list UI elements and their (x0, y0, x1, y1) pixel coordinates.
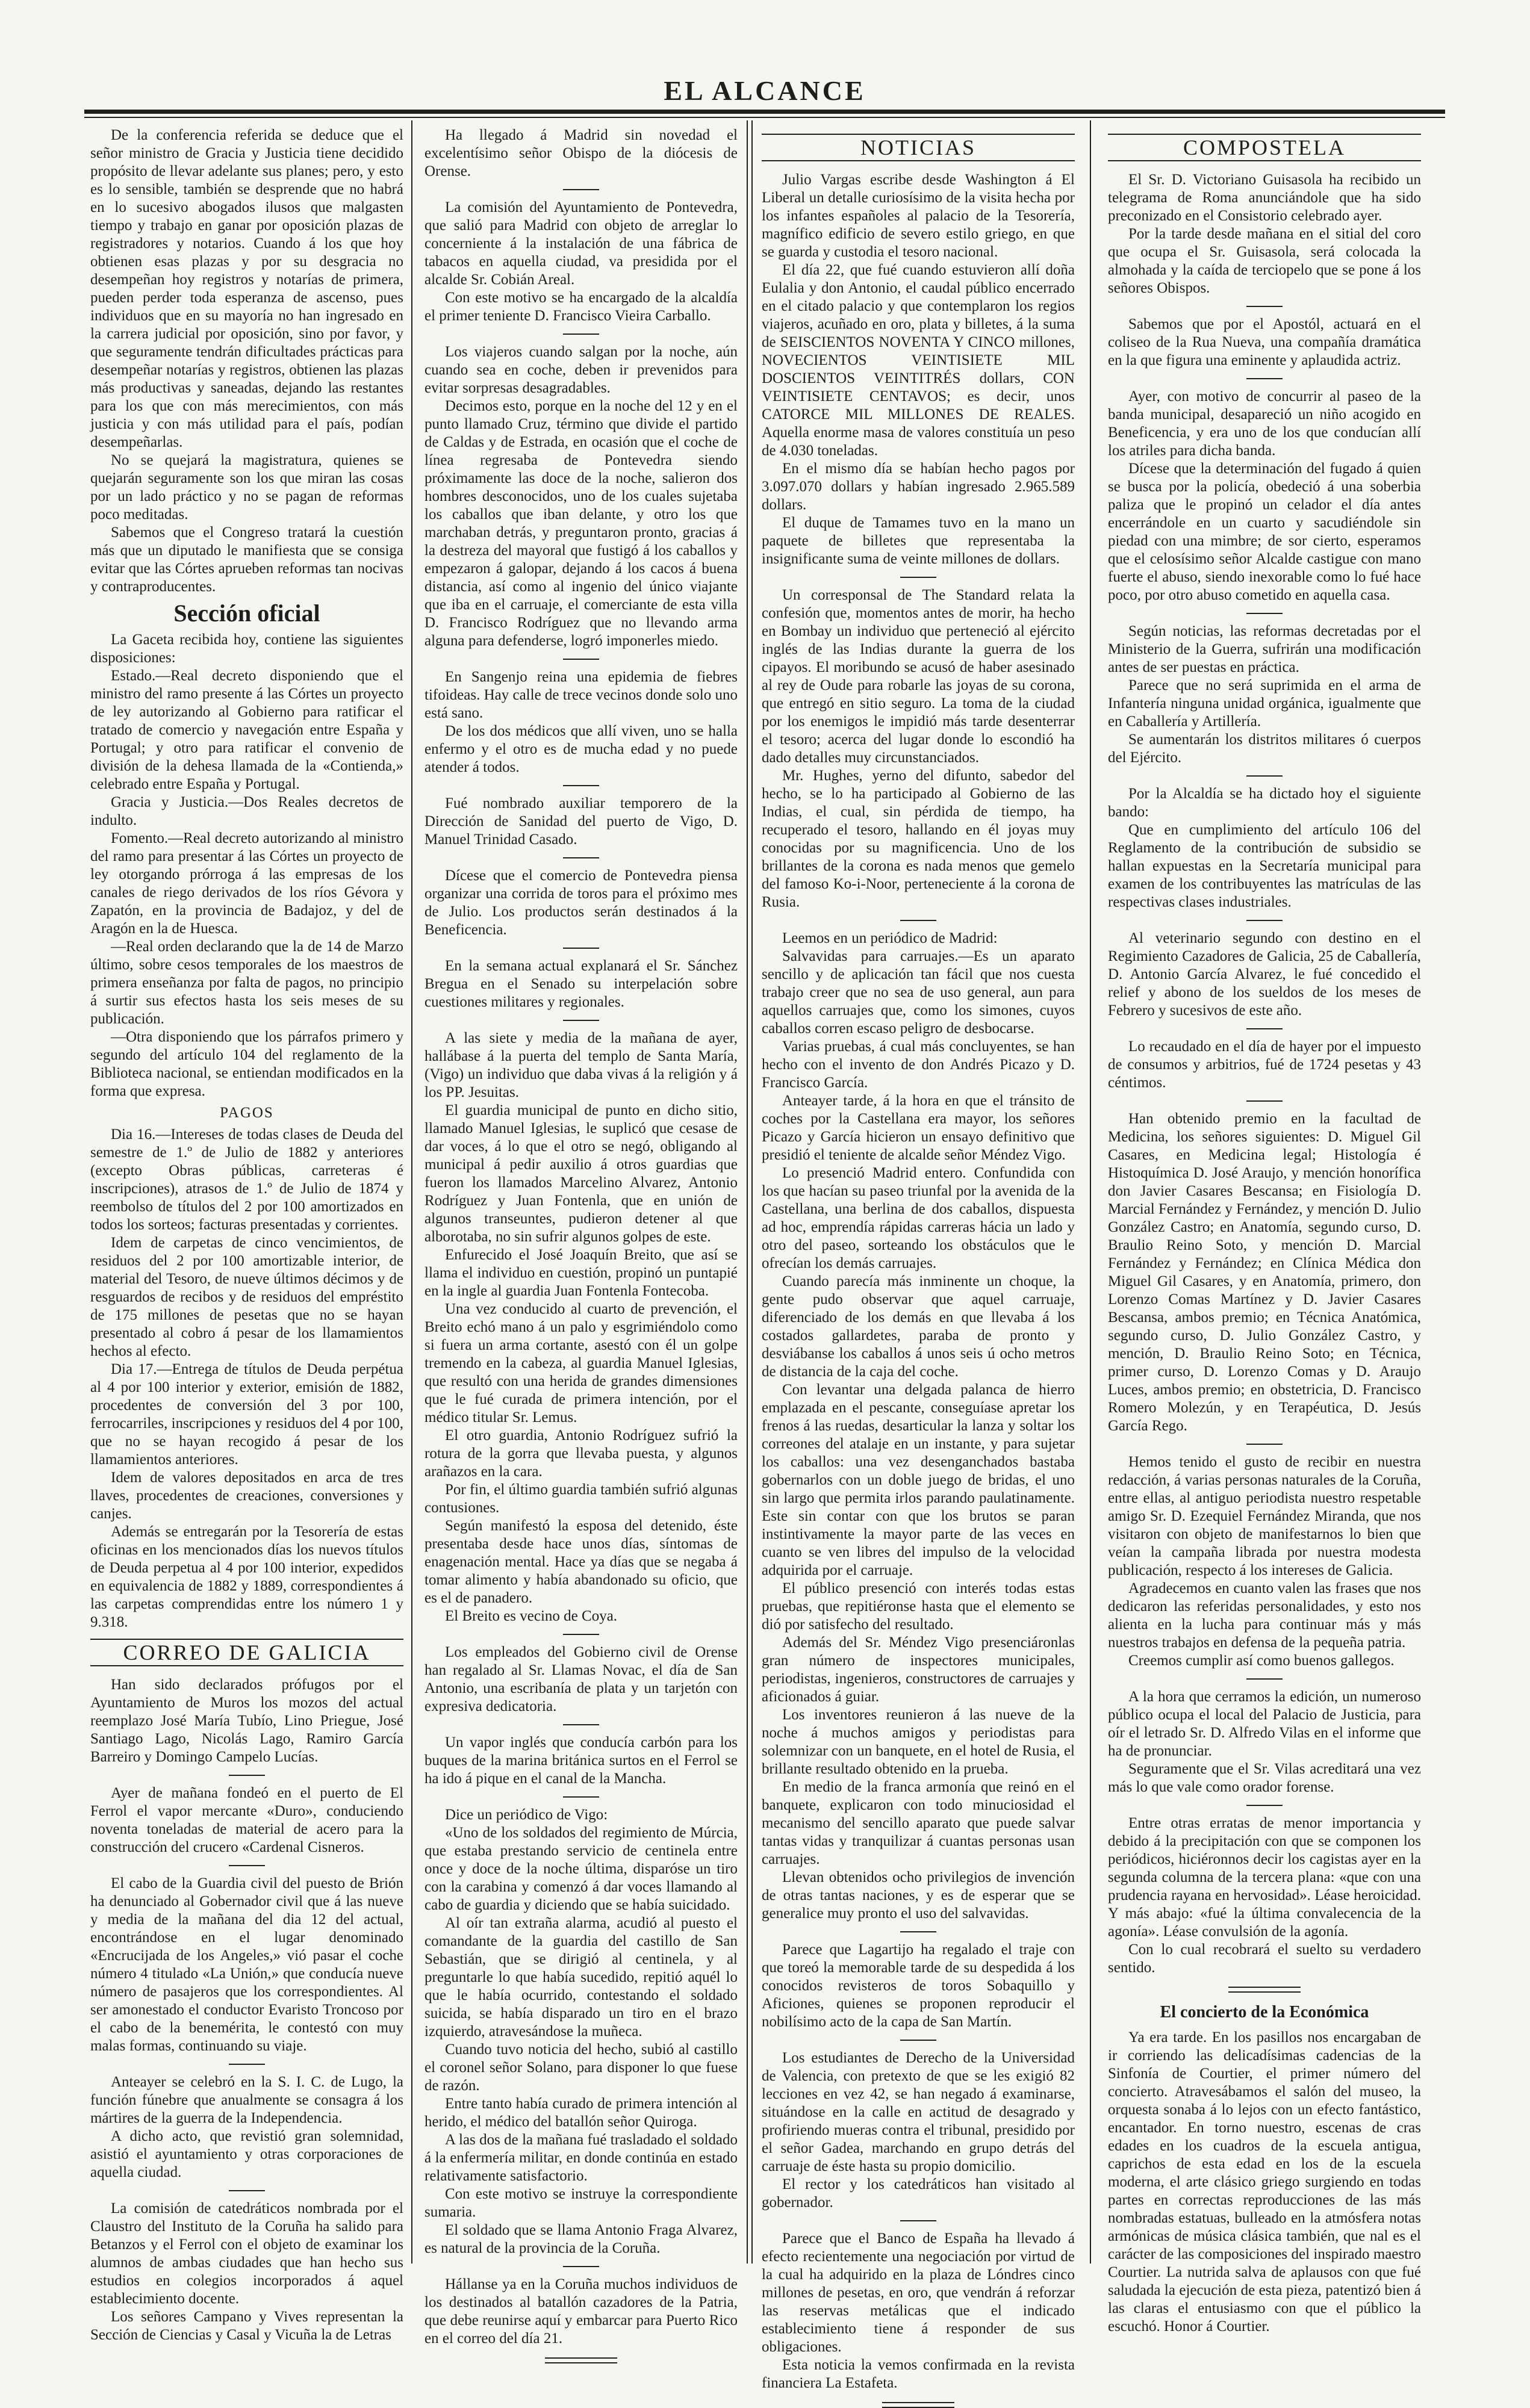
paragraph: Seguramente que el Sr. Vilas acreditará una vez más lo que vale como orador forense. (1108, 1761, 1421, 1795)
separator (900, 920, 936, 921)
paragraph: A la hora que cerramos la edición, un numeroso público ocupa el local del Palacio de Justicia, para oír el letrado Sr. D. Alfredo Vilas en el informe que ha de pronunciar. (1108, 1689, 1421, 1759)
paragraph: Con levantar una delgada palanca de hierro emplazada en el pescante, conseguíase apretar los frenos á las ruedas, desarticular la lanza y soltar los correones del atalaje en un instante, y para sujetar los caballos: una vez desenganchados bastaba gobernarlos con un doble juego de bridas, el uno sin largo que permita irlos parando paulatinamente. Este sin contar con que los brutos se paran instintivamente la mayor parte de las veces en cuanto se ven libres del impulso de la velocidad adquirida por el carruaje. (762, 1382, 1075, 1578)
paragraph: Se aumentarán los distritos militares ó cuerpos del Ejército. (1108, 731, 1421, 766)
paragraph: Según manifestó la esposa del detenido, éste presentaba desde hace unos días, síntomas de enagenación mental. Hace ya días que se negaba á tomar alimento y había abandonado su oficio, que es el de panadero. (424, 1518, 738, 1606)
double-separator (882, 2402, 954, 2408)
separator (563, 1796, 599, 1798)
paragraph: No se quejará la magistratura, quienes se quejarán seguramente son los que miran las cosas por un lado práctico y no se pagan de reformas poco meditadas. (90, 452, 403, 523)
separator (563, 1020, 599, 1021)
separator (1246, 1444, 1283, 1445)
paragraph: Entre otras erratas de menor importancia y debido á la precipitación con que se componen los periódicos, hiciéronnos decir los cagistas ayer en la segunda columna de la tercera plana: «que con una prudencia rayana en hervosidad». Léase heroicidad. Y más abajo: «fué la última convalecencia de la agonía». Léase convulsión de la agonía. (1108, 1815, 1421, 1940)
paragraph: En la semana actual explanará el Sr. Sánchez Bregua en el Senado su interpelación sobre cuestiones militares y regionales. (424, 958, 738, 1010)
paragraph: Al oír tan extraña alarma, acudió al puesto el comandante de la guardia del castillo de San Sebastián, que se dirigió al centinela, y al preguntarle lo que había sucedido, repitió aquél lo que le había ocurrido, contestando el soldado suicida, se había disparado un tiro en el brazo izquierdo, atravesándose la muñeca. (424, 1915, 738, 2040)
double-separator (1228, 1987, 1301, 1993)
paragraph: En medio de la franca armonía que reinó en el banquete, explicaron con todo minuciosidad el mecanismo del sencillo aparato que puede salvar tantas vidas y tranquilizar á cuantas personas usan carruajes. (762, 1779, 1075, 1867)
paragraph: El público presenció con interés todas estas pruebas, que repitiéronse hasta que el elemento se dió por satisfecho del resultado. (762, 1580, 1075, 1633)
paragraph: Dícese que el comercio de Pontevedra piensa organizar una corrida de toros para el próximo mes de Julio. Los productos serán destinados á la Beneficencia. (424, 867, 738, 938)
paragraph: Los viajeros cuando salgan por la noche, aún cuando sea en coche, deben ir prevenidos para evitar sorpresas desagradables. (424, 344, 738, 396)
masthead-rule-thin (84, 117, 1445, 118)
paragraph: La comisión del Ayuntamiento de Pontevedra, que salió para Madrid con objeto de arreglar lo concerniente á la instalación de una fábrica de tabacos en aquella ciudad, va presidida por el alcalde Sr. Cobián Areal. (424, 199, 738, 288)
separator (563, 1724, 599, 1725)
section-heading-oficial: Sección oficial (173, 600, 320, 627)
separator (229, 1775, 265, 1776)
double-separator (545, 2357, 617, 2363)
separator (900, 2040, 936, 2041)
paragraph: Agradecemos en cuanto valen las frases que nos dedicaron las referidas personalidades, y esto nos alienta en la lucha para continuar más y más nuestros trabajos en defensa de la pequeña patria. (1108, 1580, 1421, 1651)
paragraph: Esta noticia la vemos confirmada en la revista financiera La Estafeta. (762, 2357, 1075, 2391)
paragraph: Han sido declarados prófugos por el Ayuntamiento de Muros los mozos del actual reemplazo José María Tubío, Lino Priegue, José Santiago Lago, Nicolás Lago, Ramiro García Barreiro y Domingo Campelo Lucías. (90, 1677, 403, 1765)
section-heading-noticias: NOTICIAS (762, 134, 1075, 161)
paragraph: El duque de Tamames tuvo en la mano un paquete de billetes que representaba la insignificante suma de veinte millones de dollars. (762, 515, 1075, 567)
paragraph: Anteayer se celebró en la S. I. C. de Lugo, la función fúnebre que anualmente se consagra á los mártires de la guerra de la Independencia. (90, 2074, 403, 2126)
paragraph: Decimos esto, porque en la noche del 12 y en el punto llamado Cruz, término que divide el partido de Caldas y de Estrada, en ocasión que el coche de línea regresaba de Pontevedra siendo próximamente las doce de la noche, salieron dos hombres desconocidos, uno de los cuales sujetaba los caballos que iban delante, y otro los que marchaban detrás, y preguntaron pronto, gracias á la destreza del mayoral que fustigó á los caballos y empezaron á galopar, dejando á los cacos á buena distancia, así como al ingenio del único viajante que iba en el carruaje, el comerciante de esta villa D. Francisco Rodríguez que no llevando arma alguna para defenderse, logró imponerles miedo. (424, 398, 738, 649)
column-divider (1090, 120, 1091, 2264)
paragraph: Parece que Lagartijo ha regalado el traje con que toreó la memorable tarde de su despedida á los conocidos revisteros de toros Sobaquillo y Aficiones, quienes se proponen reproducir el nobilísimo acto de la capa de San Martín. (762, 1941, 1075, 2030)
separator (900, 1931, 936, 1932)
paragraph: Por fin, el último guardia también sufrió algunas contusiones. (424, 1482, 738, 1516)
paragraph: Ya era tarde. En los pasillos nos encargaban de ir corriendo las delicadísimas cadencias de la Sinfonía de Courtier, el primer número del concierto. Atravesábamos el salón del museo, la orquesta sonaba á lo lejos con un efecto fantástico, encantador. En torno nuestro, escenas de cras edades en los cuadros de la escuela antigua, caprichos de esta edad en los de la escuela moderna, el arte clásico griego surgiendo en todas partes en correctas reproducciones de las más nombradas estatuas, bulleado en la atmósfera notas armónicas de música clásica también, que nal es el carácter de las composiciones del inspirado maestro Courtier. La nutrida salva de aplausos con que fué saludada la ejecución de esta pieza, patentizó bien á las claras el entusiasmo con que el público la escuchó. Honor á Courtier. (1108, 2029, 1421, 2335)
paragraph: El cabo de la Guardia civil del puesto de Brión ha denunciado al Gobernador civil que á las nueve y media de la mañana del dia 12 del actual, encontrándose en el lugar denominado «Encrucijada de los Angeles,» vió pasar el coche número 4 titulado «La Unión,» que conducía nueve número de pasajeros que los correspondientes. Al ser amonestado el conductor Evaristo Troncoso por el cabo de la benemérita, le contestó con muy malas formas, continuando su viaje. (90, 1875, 403, 2054)
separator (563, 334, 599, 335)
paragraph: La Gaceta recibida hoy, contiene las siguientes disposiciones: (90, 631, 403, 666)
paragraph: Parece que el Banco de España ha llevado á efecto recientemente una negociación por virtud de la cual ha adquirido en la plaza de Lóndres cinco millones de pesetas, en oro, que vendrán á reforzar las reservas metálicas que el indicado establecimiento tiene á responder de sus obligaciones. (762, 2230, 1075, 2355)
paragraph: Entre tanto había curado de primera intención al herido, el médico del batallón señor Quiroga. (424, 2096, 738, 2130)
paragraph: «Uno de los soldados del regimiento de Múrcia, que estaba prestando servicio de centinela entre once y doce de la noche última, disparóse un tiro con la carabina y comenzó á dar voces llamando al cabo de guardia y diciendo que se había suicidado. (424, 1825, 738, 1913)
column-divider-double (747, 120, 753, 2264)
paragraph: Hállanse ya en la Coruña muchos individuos de los destinados al batallón cazadores de la Patria, que debe reunirse aquí y embarcar para Puerto Rico en el correo del día 21. (424, 2276, 738, 2347)
separator (1246, 775, 1283, 777)
paragraph: Con este motivo se instruye la correspondiente sumaria. (424, 2186, 738, 2220)
separator (900, 577, 936, 578)
paragraph: Estado.—Real decreto disponiendo que el ministro del ramo presente á las Córtes un proyecto de ley autorizando al Gobierno para ratificar el tratado de comercio y navegación entre España y Portugal; y otro para ratificar el convenio de división de la dehesa llamada de la «Contienda,» celebrado entre España y Portugal. (90, 668, 403, 792)
paragraph: Cuando tuvo noticia del hecho, subió al castillo el coronel señor Solano, para disponer lo que fuese de razón. (424, 2041, 738, 2094)
paragraph: A dicho acto, que revistió gran solemnidad, asistió el ayuntamiento y otras corporaciones de aquella ciudad. (90, 2128, 403, 2180)
paragraph: Con este motivo se ha encargado de la alcaldía el primer teniente D. Francisco Vieira Carballo. (424, 290, 738, 324)
separator (1246, 1100, 1283, 1102)
separator (1246, 1805, 1283, 1806)
column-1 (90, 126, 403, 2343)
paragraph: Ha llegado á Madrid sin novedad el excelentísimo señor Obispo de la diócesis de Orense. (424, 127, 738, 179)
paragraph: Llevan obtenidos ocho privilegios de invención de otras tantas naciones, y es de esperar que se generalice muy pronto el uso del salvavidas. (762, 1869, 1075, 1922)
paragraph: Además del Sr. Méndez Vigo presenciáronlas gran número de inspectores municipales, periodistas, ingenieros, constructores de carruajes y aficionados á guiar. (762, 1634, 1075, 1705)
paragraph: A las dos de la mañana fué trasladado el soldado á la enfermería militar, en donde continúa en estado relativamente satisfactorio. (424, 2132, 738, 2184)
paragraph: Salvavidas para carruajes.—Es un aparato sencillo y de aplicación tan fácil que nos cuesta trabajo creer que no sea de uso general, aun para aquellos carruajes que, como los simones, cuyos caballos corren escaso peligro de desbocarse. (762, 948, 1075, 1037)
paragraph: Parece que no será suprimida en el arma de Infantería ninguna unidad orgánica, igualmente que en Caballería y Artillería. (1108, 677, 1421, 730)
paragraph: Ayer, con motivo de concurrir al paseo de la banda municipal, desapareció un niño acogido en Beneficencia, y era uno de los que conducían allí los atriles para dicha banda. (1108, 388, 1421, 459)
section-heading-correo: CORREO DE GALICIA (90, 1639, 403, 1666)
separator (563, 659, 599, 660)
separator (1246, 1678, 1283, 1680)
paragraph: El Breito es vecino de Coya. (445, 1608, 618, 1624)
masthead (84, 72, 1445, 108)
paragraph: Fomento.—Real decreto autorizando al ministro del ramo para presentar á las Córtes un proyecto de ley otorgando prórroga á las empresas de los canales de riego derivados de los ríos Gévora y Zapatón, en la provincia de Badajoz, y del de Aragón en la de Huesca. (90, 830, 403, 937)
paragraph: El soldado que se llama Antonio Fraga Alvarez, es natural de la provincia de la Coruña. (424, 2222, 738, 2256)
separator (229, 2190, 265, 2191)
paragraph: Además se entregarán por la Tesorería de estas oficinas en los mencionados días los nuevos títulos de Deuda perpetua al 4 por 100 interior, expedidos en equivalencia de 1882 y 1889, correspondientes á las carpetas comprendidas entre los número 1 y 9.318. (90, 1524, 403, 1630)
separator (563, 1634, 599, 1635)
paragraph: Una vez conducido al cuarto de prevención, el Breito echó mano á un palo y esgrimiéndolo como si fuera un arma cortante, asestó con él un golpe tremendo en la cabeza, al guardia Manuel Iglesias, que resultó con una herida de grandes dimensiones que le fué curada de primera intención, por el médico titular Sr. Lemus. (424, 1301, 738, 1426)
paragraph: Que en cumplimiento del artículo 106 del Reglamento de la contribución de subsidio se hallan expuestas en la Secretaría municipal para examen de los contribuyentes las matrículas de las respectivas clases industriales. (1108, 822, 1421, 910)
paragraph: En el mismo día se habían hecho pagos por 3.097.070 dollars y habían ingresado 2.965.589 dollars. (762, 461, 1075, 513)
paragraph: Por la tarde desde mañana en el sitial del coro que ocupa el Sr. Guisasola, será colocada la almohada y la caída de terciopelo que se pone á los señores Obispos. (1108, 226, 1421, 296)
paragraph: Un corresponsal de The Standard relata la confesión que, momentos antes de morir, ha hecho en Bombay un individuo que perteneció al ejército inglés de las Indias durante la guerra de los cipayos. El moribundo se acusó de haber asesinado al rey de Oude para robarle las joyas de su corona, que entregó en sitio seguro. La toma de la ciudad por los enemigos le impidió más tarde desenterrar el tesoro; acerca del lugar donde lo escondió ha dado detalles muy circunstanciados. (762, 587, 1075, 766)
paragraph: Dia 17.—Entrega de títulos de Deuda perpétua al 4 por 100 interior y exterior, emisión de 1882, procedentes de conversión del 3 por 100, ferrocarriles, inscripciones y residuos del 4 por 100, que no se hayan recogido á pesar de los llamamientos anteriores. (90, 1361, 403, 1468)
paragraph: Los inventores reunieron á las nueve de la noche á muchos amigos y periodistas para solemnizar con un banquete, en el hotel de Rusia, el brillante resultado obtenido en la prueba. (762, 1707, 1075, 1777)
paragraph: A las siete y media de la mañana de ayer, hallábase á la puerta del templo de Santa María, (Vigo) un individuo que daba vivas á la religión y á los PP. Jesuitas. (424, 1030, 738, 1100)
separator (563, 189, 599, 190)
paragraph: Con lo cual recobrará el suelto su verdadero sentido. (1108, 1941, 1421, 1976)
paragraph: El Sr. D. Victoriano Guisasola ha recibido un telegrama de Roma anunciándole que ha sido preconizado en el Consistorio celebrado ayer. (1108, 172, 1421, 224)
paragraph: Dícese que la determinación del fugado á quien se busca por la policía, obedeció á una soberbia paliza que le propinó un celador el día antes encerrándole en un cuarto y sacudiéndole sin piedad con una mimbre; de sor cierto, esperamos que el celosísimo señor Alcalde castigue con mano fuerte el abuso, siendo inexorable como lo fué hace poco, por otro abuso cometido en aquella casa. (1108, 461, 1421, 603)
paragraph: En Sangenjo reina una epidemia de fiebres tifoideas. Hay calle de trece vecinos donde solo uno está sano. (424, 669, 738, 721)
paragraph: El día 22, que fué cuando estuvieron allí doña Eulalia y don Antonio, el caudal público encerrado en el citado palacio y que contemplaron los regios viajeros, acuñado en oro, plata y billetes, á la suma de SEISCIENTOS NOVENTA Y CINCO millones, NOVECIENTOS VEINTISIETE MIL DOSCIENTOS VEINTITRÉS dollars, CON VEINTISIETE CENTAVOS; es decir, unos CATORCE MIL MILLONES DE REALES. Aquella enorme masa de valores constituía un peso de 4.030 toneladas. (762, 262, 1075, 459)
separator (229, 1865, 265, 1866)
column-divider (411, 120, 412, 2264)
column-2 (424, 126, 738, 2347)
separator (563, 2266, 599, 2267)
separator (1246, 1028, 1283, 1029)
section-heading-concierto: El concierto de la Económica (1160, 2003, 1369, 2022)
paragraph: Anteayer tarde, á la hora en que el tránsito de coches por la Castellana era mayor, los señores Picazo y García hicieron un ensayo definitivo que presidió el teniente de alcalde señor Méndez Vigo. (762, 1093, 1075, 1163)
paragraph: Los empleados del Gobierno civil de Orense han regalado al Sr. Llamas Novac, el día de San Antonio, una escribanía de plata y un tarjetón con expresiva dedicatoria. (424, 1644, 738, 1714)
separator (563, 785, 599, 786)
paragraph: Creemos cumplir así como buenos gallegos. (1128, 1652, 1395, 1669)
separator (900, 2220, 936, 2221)
paragraph: El rector y los catedráticos han visitado al gobernador. (762, 2176, 1075, 2211)
paragraph: Gracia y Justicia.—Dos Reales decretos de indulto. (90, 794, 403, 828)
paragraph: De la conferencia referida se deduce que el señor ministro de Gracia y Justicia tiene decidido propósito de llevar adelante sus planes; pero, y esto es lo sensible, también se desprende que no habrá en lo sucesivo abogados ilusos que malgasten tiempo y trabajo en ganar por oposición plazas de registradores y notarios. Cuando á los que hoy obtienen esas plazas y por su desgracia no desempeñan hoy registros y notarías de primera, pueden perder toda esperanza de ascenso, pues individuos que en su mayoría no han ingresado en la carrera judicial por oposición, sino por favor, y que seguramente tendrán dificultades prácticas para desempeñar notarías y registros, obtienen las plazas más productivas y saneadas, dejando las restantes para los que con más merecimientos, con más justicia y con más utilidad para el país, podían desempeñarlas. (90, 127, 403, 450)
paragraph: Sabemos que por el Apostól, actuará en el coliseo de la Rua Nueva, una compañía dramática en la que figura una eminente y aplaudida actriz. (1108, 316, 1421, 368)
paragraph: Hemos tenido el gusto de recibir en nuestra redacción, á varias personas naturales de la Coruña, entre ellas, al antiguo periodista nuestro respetable amigo Sr. D. Ezequiel Fernández Miranda, que nos visitaron con objeto de manifestarnos lo bien que veían la campaña librada por nuestra modesta publicación, respecto á los intereses de Galicia. (1108, 1454, 1421, 1578)
masthead-rule (84, 110, 1445, 114)
paragraph: Fué nombrado auxiliar temporero de la Dirección de Sanidad del puerto de Vigo, D. Manuel Trinidad Casado. (424, 795, 738, 848)
paragraph: Dia 16.—Intereses de todas clases de Deuda del semestre de 1.º de Julio de 1882 y anteriores (excepto Obras públicas, carreteras é inscripciones), atrasos de 1.º de Julio de 1874 y reembolso de títulos del 2 por 100 amortizados en todos los sorteos; facturas presentadas y corrientes. (90, 1126, 403, 1233)
column-4 (1108, 126, 1421, 2335)
paragraph: El guardia municipal de punto en dicho sitio, llamado Manuel Iglesias, le suplicó que cesase de dar voces, á lo que el otro se negó, obligando al municipal á pedir auxilio á otros guardias que fueron los llamados Marcelino Alvarez, Antonio Rodríguez y Juan Fontenla, que en unión de algunos transeuntes, pudieron detener al que alborotaba, no sin sufrir algunos golpes de este. (424, 1102, 738, 1245)
column-3 (762, 126, 1075, 2391)
section-heading-compostela: COMPOSTELA (1108, 134, 1421, 161)
paragraph: Un vapor inglés que conducía carbón para los buques de la marina británica surtos en el Ferrol se ha ido á pique en el canal de la Mancha. (424, 1734, 738, 1787)
paragraph: Varias pruebas, á cual más concluyentes, se han hecho con el invento de don Andrés Picazo y D. Francisco García. (762, 1038, 1075, 1091)
paragraph: —Real orden declarando que la de 14 de Marzo último, sobre cesos temporales de los maestros de primera enseñanza por falta de pagos, no principio á surtir sus efectos hasta los seis meses de su publicación. (90, 939, 403, 1027)
separator (1246, 613, 1283, 614)
paragraph: Enfurecido el José Joaquín Breito, que así se llama el individuo en cuestión, propinó un puntapié en la ingle al guardia Juan Fontenla Fontecoba. (424, 1247, 738, 1299)
paragraph: Lo presenció Madrid entero. Confundida con los que hacían su paseo triunfal por la avenida de la Castellana, una berlina de dos caballos, dispuesta ad hoc, emprendía rápidas carreras hácia un lado y otro del paseo, sorteando los obstáculos que le ofrecían los demás carruajes. (762, 1165, 1075, 1271)
paragraph: —Otra disponiendo que los párrafos primero y segundo del artículo 104 del reglamento de la Biblioteca nacional, se entiendan modificados en la forma que expresa. (90, 1029, 403, 1099)
paragraph: Ayer de mañana fondeó en el puerto de El Ferrol el vapor mercante «Duro», conduciendo noventa toneladas de material de acero para la construcción del crucero «Cardenal Cisneros. (90, 1785, 403, 1855)
paragraph: Dice un periódico de Vigo: (445, 1807, 608, 1823)
paragraph: Lo recaudado en el día de hayer por el impuesto de consumos y arbitrios, fué de 1724 pesetas y 43 céntimos. (1108, 1038, 1421, 1091)
paragraph: Los señores Campano y Vives representan la Sección de Ciencias y Casal y Vicuña la de Letras (90, 2309, 403, 2343)
separator (1246, 306, 1283, 307)
paragraph: Cuando parecía más inminente un choque, la gente pudo observar que aquel carruaje, diferenciado de los demás en que llevaba á los costados gallardetes, paraba de pronto y desviábanse los caballos á unos seis ú ocho metros de distancia de la caja del coche. (762, 1273, 1075, 1380)
separator (1246, 920, 1283, 921)
paragraph: Sabemos que el Congreso tratará la cuestión más que un diputado le manifiesta que se consiga evitar que las Córtes aprueben reformas tan nocivas y contraproducentes. (90, 524, 403, 595)
pagos-heading: PAGOS (220, 1105, 274, 1121)
paragraph: Idem de carpetas de cinco vencimientos, de residuos del 2 por 100 amortizable interior, de material del Tesoro, de nueve últimos décimos y de resguardos de recibos y de residuos del empréstito de 175 millones de pesetas que no se hayan presentado al cobro á pesar de los llamamientos hechos al efecto. (90, 1235, 403, 1359)
paragraph: Al veterinario segundo con destino en el Regimiento Cazadores de Galicia, 25 de Caballería, D. Antonio García Alvarez, le fué concedido el relief y abono de los sueldos de los meses de Febrero y sucesivos de este año. (1108, 930, 1421, 1019)
paragraph: Según noticias, las reformas decretadas por el Ministerio de la Guerra, sufrirán una modificación antes de ser puestas en práctica. (1108, 623, 1421, 675)
paragraph: Han obtenido premio en la facultad de Medicina, los señores siguientes: D. Miguel Gil Casares, en Medicina legal; Histología é Histoquímica D. José Araujo, y mención honorífica don Javier Casares Bescansa; en Fisiología D. Marcial Fernández y Fernández, y mención D. Julio González Castro; en Anatomía, segundo curso, D. Braulio Reino Soto, y mención D. Marcial Fernández y Fernández; en Clínica Médica don Miguel Gil Casares, y en Anatomía, primero, don Lorenzo Comas Martínez y D. Javier Casares Bescansa, ambos premio; en Técnica Anatómica, segundo curso, D. Julio González Castro, y mención, D. Braulio Reino Soto; en Técnica, primer curso, D. Lorenzo Comas y D. Araujo Luces, ambos premio; en obstetricia, D. Francisco Romero Molezún, y en Terapéutica, D. Jesús García Rego. (1108, 1111, 1421, 1434)
paragraph: Los estudiantes de Derecho de la Universidad de Valencia, con pretexto de que se les exigió 82 lecciones en vez 42, se han negado á examinarse, situándose en la calle en actitud de desagrado y profiriendo mueras contra el tribunal, presidido por el señor Gadea, marchando en grupo detrás del carruaje de éste hasta su propio domicilio. (762, 2050, 1075, 2174)
paragraph: De los dos médicos que allí viven, uno se halla enfermo y el otro es de mucha edad y no puede atender á todos. (424, 723, 738, 775)
paragraph: La comisión de catedráticos nombrada por el Claustro del Instituto de la Coruña ha salido para Betanzos y el Ferrol con el objeto de examinar los alumnos de ambas ciudades que han hecho sus estudios en colegios incorporados á aquel establecimiento docente. (90, 2200, 403, 2307)
paragraph: Julio Vargas escribe desde Washington á El Liberal un detalle curiosísimo de la visita hecha por los infantes españoles al palacio de la Tesorería, magnífico edificio de severo estilo griego, en que se guarda y custodia el tesoro nacional. (762, 172, 1075, 260)
separator (563, 857, 599, 858)
separator (563, 948, 599, 949)
paragraph: Por la Alcaldía se ha dictado hoy el siguiente bando: (1108, 786, 1421, 820)
separator (229, 2064, 265, 2065)
paragraph: Idem de valores depositados en arca de tres llaves, procedentes de creaciones, conversiones y canjes. (90, 1469, 403, 1522)
paragraph: El otro guardia, Antonio Rodríguez sufrió la rotura de la gorra que llevaba puesta, y algunos arañazos en la cara. (424, 1427, 738, 1480)
separator (1246, 378, 1283, 379)
paragraph: Mr. Hughes, yerno del difunto, sabedor del hecho, se lo ha participado al Gobierno de las Indias, el cual, sin pérdida de tiempo, ha recuperado el tesoro, hallando en él joyas muy conocidas por su magnificencia. Uno de los brillantes de la corona es nada menos que gemelo del famoso Ko-i-Noor, perteneciente á la corona de Rusia. (762, 768, 1075, 910)
newspaper-title: EL ALCANCE (664, 75, 866, 106)
paragraph: Leemos en un periódico de Madrid: (782, 930, 998, 946)
